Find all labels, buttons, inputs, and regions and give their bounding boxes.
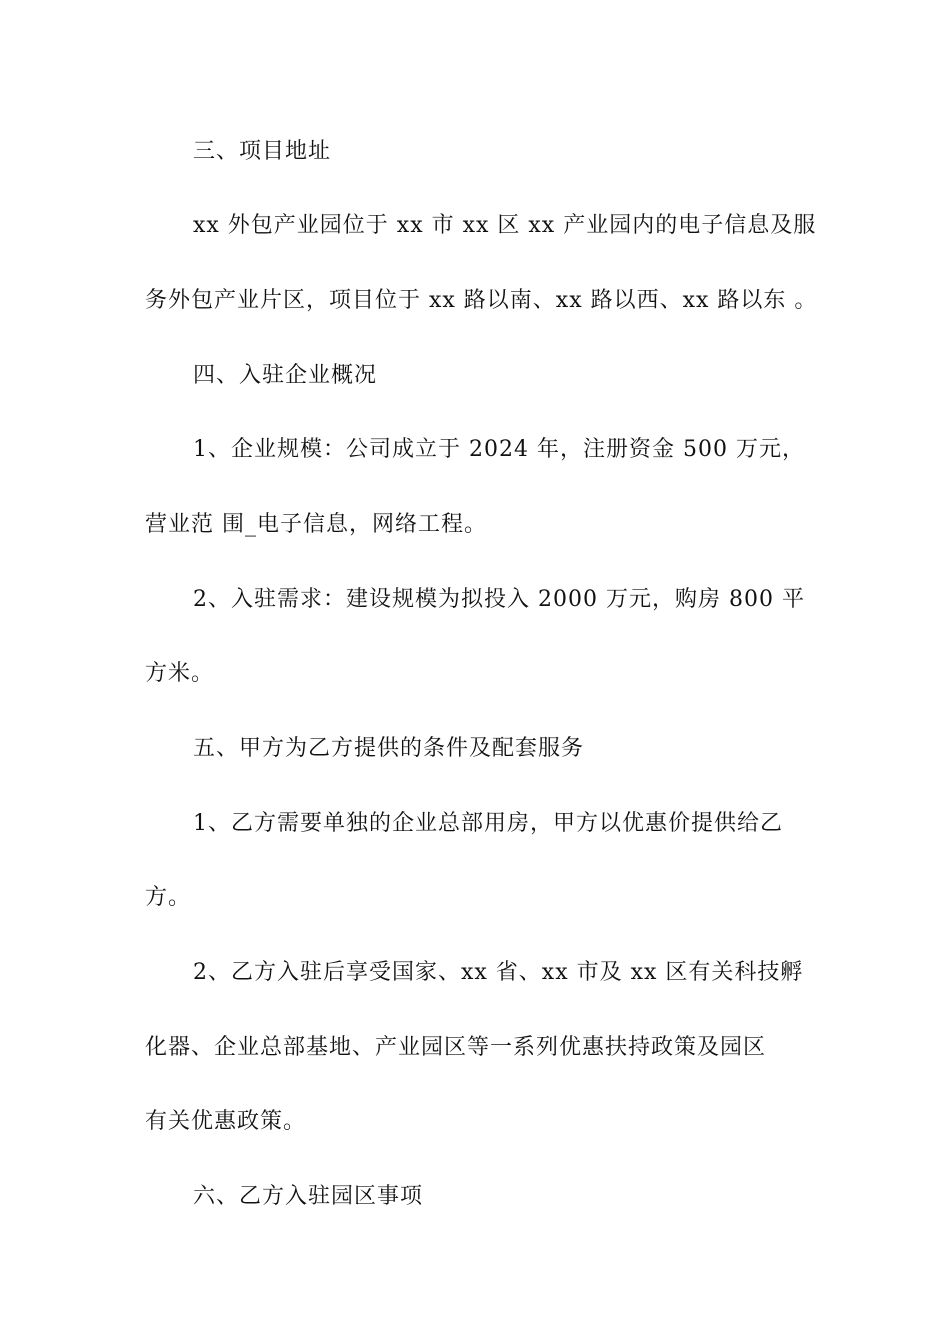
section-heading-project-address: 三、项目地址 [193, 139, 332, 164]
section-heading-party-b-matters: 六、乙方入驻园区事项 [193, 1184, 424, 1209]
paragraph-line: 务外包产业片区，项目位于 xx 路以南、xx 路以西、xx 路以东 。 [145, 288, 818, 313]
paragraph-line: 方米。 [145, 661, 215, 686]
paragraph-line: 1、企业规模：公司成立于 2024 年，注册资金 500 万元， [193, 437, 805, 462]
paragraph-line: xx 外包产业园位于 xx 市 xx 区 xx 产业园内的电子信息及服 [193, 213, 817, 238]
paragraph-line: 有关优惠政策。 [145, 1109, 307, 1134]
paragraph-line: 2、入驻需求：建设规模为拟投入 2000 万元，购房 800 平 [193, 587, 805, 612]
section-heading-company-overview: 四、入驻企业概况 [193, 363, 378, 388]
paragraph-line: 化器、企业总部基地、产业园区等一系列优惠扶持政策及园区 [145, 1035, 767, 1060]
paragraph-line: 1、乙方需要单独的企业总部用房，甲方以优惠价提供给乙 [193, 811, 783, 836]
paragraph-line: 方。 [145, 885, 192, 910]
paragraph-line: 2、乙方入驻后享受国家、xx 省、xx 市及 xx 区有关科技孵 [193, 960, 804, 985]
paragraph-line: 营业范 围_电子信息，网络工程。 [145, 512, 487, 537]
section-heading-party-a-services: 五、甲方为乙方提供的条件及配套服务 [193, 736, 585, 761]
